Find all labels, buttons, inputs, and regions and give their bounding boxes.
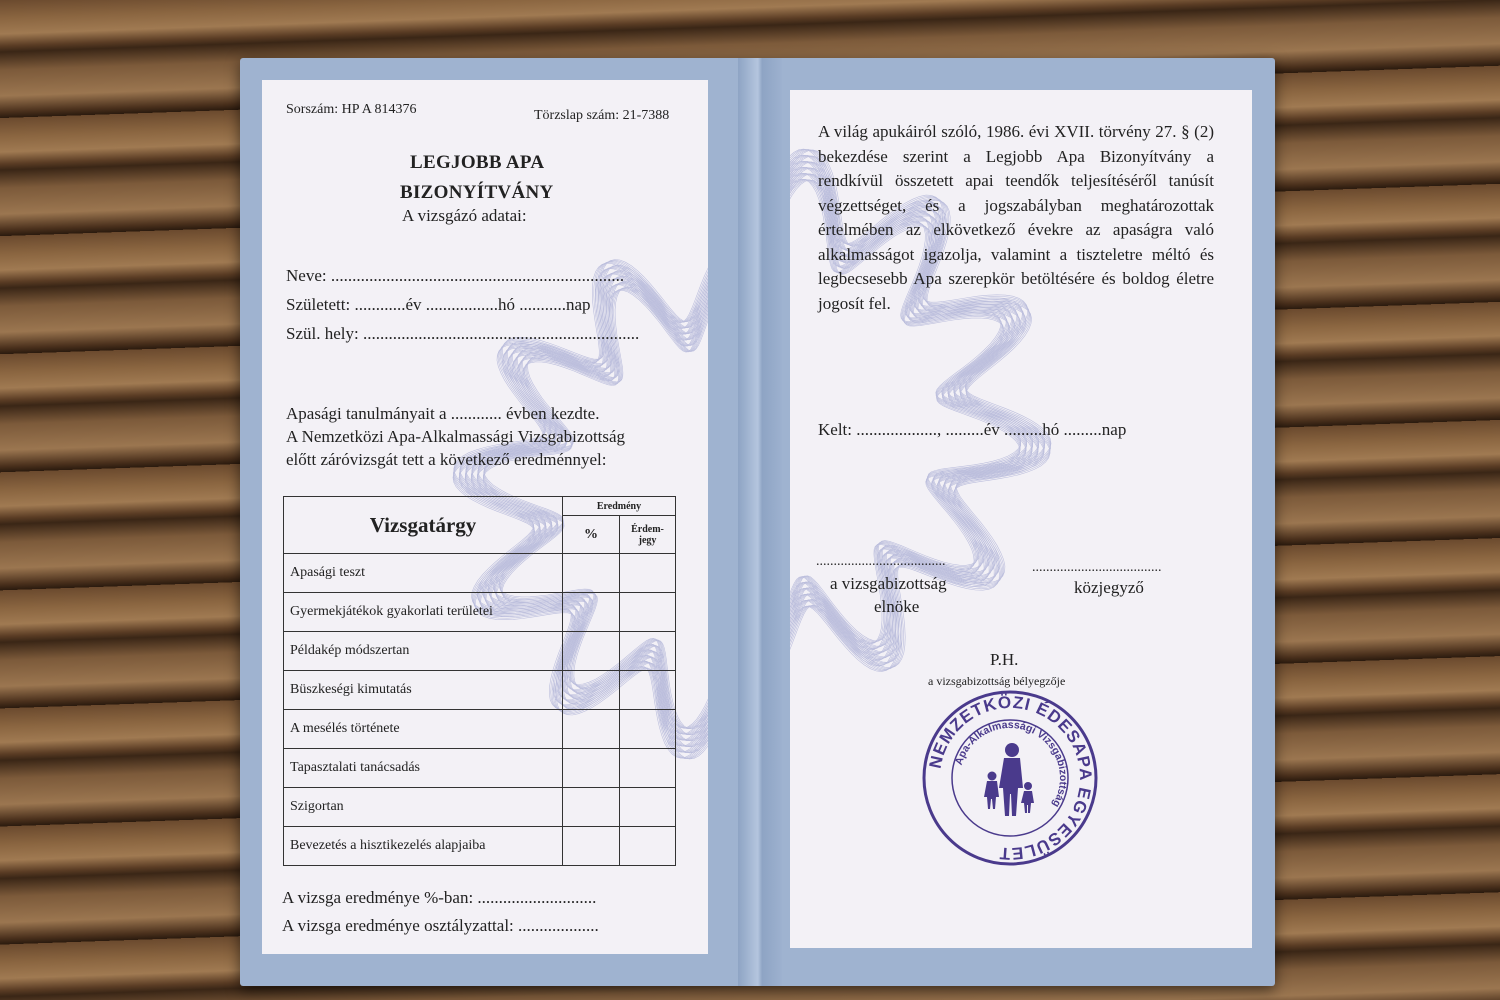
- official-stamp: [920, 688, 1100, 868]
- birth-date-line: Született: ............év .................hó ...........nap: [286, 295, 591, 314]
- percent-cell[interactable]: [563, 593, 620, 632]
- percent-cell[interactable]: [563, 749, 620, 788]
- table-row: [284, 671, 676, 710]
- studies-line-3: előtt záróvizsgát tett a következő eredménnyel:: [286, 450, 607, 469]
- percent-cell[interactable]: [563, 671, 620, 710]
- family-silhouette-icon: [984, 743, 1034, 816]
- title-line-1: LEGJOBB APA: [410, 152, 545, 173]
- serial-number: Sorszám: HP A 814376: [286, 102, 417, 117]
- subject-header: Vizsgatárgy: [284, 497, 563, 554]
- grade-cell[interactable]: [620, 827, 676, 866]
- birth-place-line: Szül. hely: .................................................................: [286, 324, 640, 343]
- subject-cell: Gyermekjátékok gyakorlati területei: [284, 593, 563, 632]
- title-line-2: BIZONYÍTVÁNY: [400, 182, 554, 203]
- stamp-caption: a vizsgabizottság bélyegzője: [928, 674, 1066, 688]
- result-header: Eredmény: [563, 497, 676, 516]
- results-table: [283, 496, 676, 866]
- stamp-outer-text: NEMZETKÖZI ÉDESAPA EGYESÜLET: [925, 692, 1096, 864]
- legal-paragraph: A világ apukáiról szóló, 1986. évi XVII. törvény 27. § (2) bekezdése szerint a Legjobb Apa Bizonyítvány a rendkívül összetett apai teendők teljesítéséről tanúsít végzettséget, és a jogszabályban meghatározottak értelmében az elkövetkező évekre az apaságra való alkalmasságot igazolja, valamint a tiszteletre méltó és legbecsesebb Apa szerepkör betöltésére és boldog életre jogosít fel.: [818, 122, 1214, 313]
- grade-header-line-1: Érdem-: [631, 523, 664, 535]
- grade-header-line-2: jegy: [638, 534, 657, 546]
- grade-cell[interactable]: [620, 632, 676, 671]
- table-row: [284, 788, 676, 827]
- name-field-line: Neve: .....................................................................: [286, 266, 625, 285]
- percent-header: %: [563, 516, 620, 554]
- subject-cell: Szigortan: [284, 788, 563, 827]
- subject-cell: Apasági teszt: [284, 554, 563, 593]
- grade-cell[interactable]: [620, 749, 676, 788]
- left-page: [262, 80, 708, 954]
- cover-spine: [738, 58, 782, 986]
- date-line: Kelt: ..................., .........év .........hó .........nap: [818, 420, 1127, 439]
- studies-line-2: A Nemzetközi Apa-Alkalmassági Vizsgabizottság: [286, 427, 626, 446]
- chairman-label-1: a vizsgabizottság: [830, 574, 947, 593]
- table-row: [284, 710, 676, 749]
- percent-cell[interactable]: [563, 710, 620, 749]
- percent-cell[interactable]: [563, 827, 620, 866]
- studies-line-1: Apasági tanulmányait a ............ évben kezdte.: [286, 404, 600, 423]
- table-row: [284, 593, 676, 632]
- percent-cell[interactable]: [563, 632, 620, 671]
- table-row: [284, 554, 676, 593]
- chairman-signature-line[interactable]: .....................................: [816, 554, 946, 569]
- grade-header: [620, 516, 676, 554]
- chairman-label-2: elnöke: [874, 597, 920, 616]
- result-grade-line: A vizsga eredménye osztályzattal: ...................: [282, 916, 599, 935]
- ph-label: P.H.: [990, 650, 1019, 669]
- subject-cell: Büszkeségi kimutatás: [284, 671, 563, 710]
- grade-cell[interactable]: [620, 593, 676, 632]
- percent-cell[interactable]: [563, 554, 620, 593]
- subject-cell: Példakép módszertan: [284, 632, 563, 671]
- table-row: [284, 632, 676, 671]
- notary-label: közjegyző: [1074, 578, 1144, 597]
- subject-cell: Bevezetés a hisztikezelés alapjaiba: [284, 827, 563, 866]
- table-row: [284, 749, 676, 788]
- result-percent-line: A vizsga eredménye %-ban: ............................: [282, 888, 597, 907]
- grade-cell[interactable]: [620, 710, 676, 749]
- grade-cell[interactable]: [620, 788, 676, 827]
- percent-cell[interactable]: [563, 788, 620, 827]
- subject-cell: Tapasztalati tanácsadás: [284, 749, 563, 788]
- grade-cell[interactable]: [620, 554, 676, 593]
- notary-signature-line[interactable]: .....................................: [1032, 560, 1162, 575]
- right-page: [790, 90, 1252, 948]
- subject-cell: A mesélés története: [284, 710, 563, 749]
- candidate-data-heading: A vizsgázó adatai:: [402, 206, 527, 225]
- table-row: [284, 827, 676, 866]
- register-number: Törzslap szám: 21-7388: [534, 108, 670, 123]
- grade-cell[interactable]: [620, 671, 676, 710]
- stamp-inner-text: Apa-Alkalmassági Vizsgabizottság: [952, 718, 1070, 810]
